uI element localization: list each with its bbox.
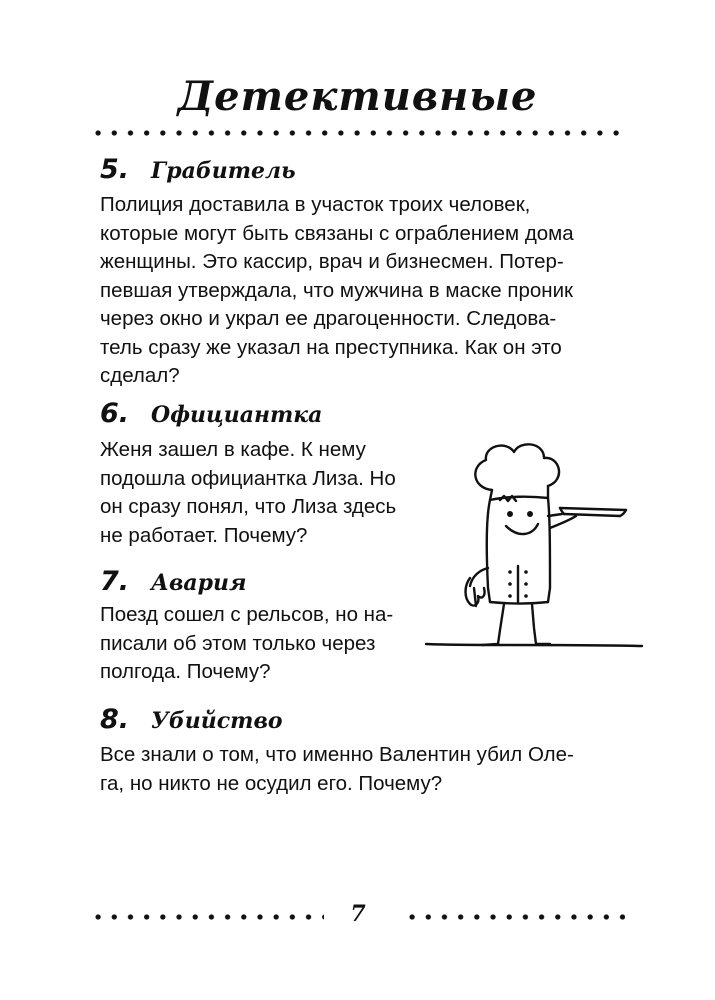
top-dotted-divider bbox=[90, 129, 625, 137]
puzzle-8-heading bbox=[100, 702, 283, 738]
bottom-left-dotted-divider bbox=[90, 913, 324, 921]
puzzle-6-number: 6. bbox=[100, 398, 130, 429]
puzzle-6-name: Официантка bbox=[151, 402, 323, 428]
puzzle-7-text: Поезд сошел с рельсов, но на- писали об этом только через полгода. Почему? bbox=[100, 603, 394, 683]
puzzle-5-name: Грабитель bbox=[151, 158, 296, 184]
puzzle-7-number: 7. bbox=[100, 566, 130, 597]
puzzle-6-heading bbox=[100, 396, 322, 432]
puzzle-5-number: 5. bbox=[100, 154, 130, 185]
puzzle-8-name: Убийство bbox=[151, 708, 283, 734]
puzzle-5-text: Полиция доставила в участок троих человек, которые могут быть связаны с ограблением дома женщины. Это кассир, врач и бизнесмен. Потер- певшая утверждала, что мужчина в маске проник через окно и украл ее драгоценности. Следова- тель сразу же указал на преступника. Как он это сделал? bbox=[100, 193, 574, 387]
chef-waiter-drawing-icon bbox=[420, 438, 645, 663]
puzzle-6-text: Женя зашел в кафе. К нему подошла официантка Лиза. Но он сразу понял, что Лиза здесь не работает. Почему? bbox=[100, 438, 397, 547]
page-title: Детективные bbox=[177, 73, 538, 120]
page-number: 7 bbox=[350, 901, 366, 927]
puzzle-8-number: 8. bbox=[100, 704, 130, 735]
bottom-right-dotted-divider bbox=[404, 913, 625, 921]
puzzle-5-heading bbox=[100, 152, 296, 188]
puzzle-8-text: Все знали о том, что именно Валентин убил Оле- га, но никто не осудил его. Почему? bbox=[100, 743, 574, 795]
puzzle-7-heading bbox=[100, 564, 247, 600]
puzzle-7-name: Авария bbox=[151, 570, 247, 596]
